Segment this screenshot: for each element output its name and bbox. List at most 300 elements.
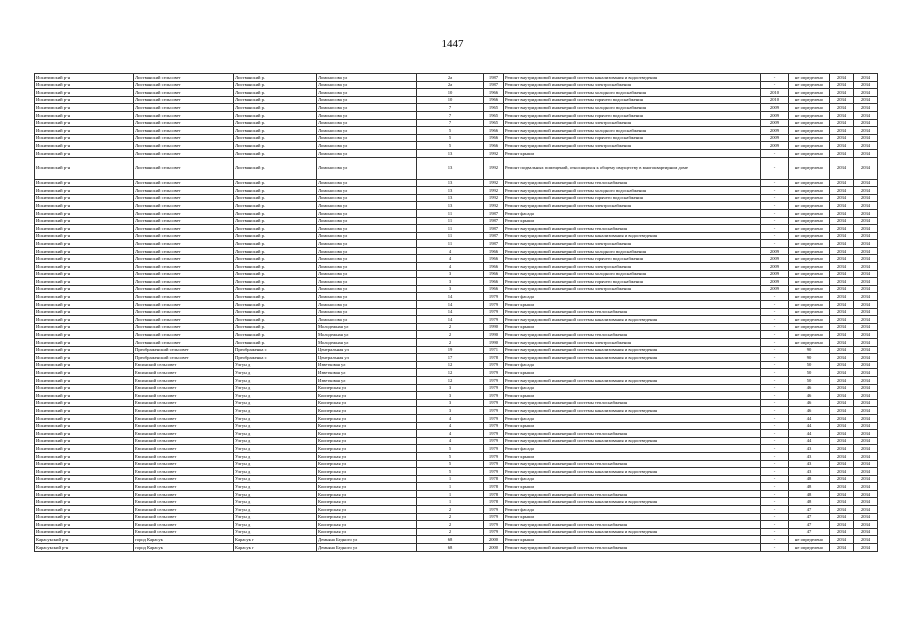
table-row: [35, 157, 878, 179]
table-row: [35, 399, 878, 407]
plan-year-end-cell: 2034: [854, 475, 878, 483]
work-type-cell: Ремонт внутридомовой инженерной системы канализования и водоотведения: [504, 498, 761, 506]
build-year-cell: 1979: [484, 437, 504, 445]
work-type-cell: Ремонт внутридомовой инженерной системы теплоснабжения: [504, 544, 761, 552]
plan-year-start-cell: 2034: [830, 513, 854, 521]
locality-cell: Листвянский р.: [234, 247, 317, 255]
house-number-cell: 5: [417, 134, 484, 142]
locality-cell: Преображенка с: [234, 346, 317, 354]
locality-cell: Листвянский р.: [234, 194, 317, 202]
street-cell: Кооперская ул: [317, 483, 417, 491]
table-row: [35, 179, 878, 187]
work-type-cell: Ремонт крыши: [504, 149, 761, 157]
street-cell: Ломоносова ул: [317, 247, 417, 255]
plan-year-end-cell: 2034: [854, 369, 878, 377]
district-cell: Искитимский р-н: [35, 209, 134, 217]
work-type-cell: Ремонт внутридомовой инженерной системы электроснабжения: [504, 285, 761, 293]
work-type-cell: Ремонт крыши: [504, 513, 761, 521]
last-repair-year-cell: -: [761, 384, 789, 392]
last-repair-year-cell: -: [761, 376, 789, 384]
wear-cell: не определено: [789, 263, 830, 271]
district-cell: Искитимский р-н: [35, 407, 134, 415]
plan-year-start-cell: 2034: [830, 179, 854, 187]
last-repair-year-cell: -: [761, 361, 789, 369]
build-year-cell: 1979: [484, 376, 504, 384]
table-row: [35, 293, 878, 301]
build-year-cell: 1979: [484, 506, 504, 514]
settlement-cell: Евсинский сельсовет: [134, 521, 234, 529]
last-repair-year-cell: -: [761, 354, 789, 362]
locality-cell: Улгун д: [234, 483, 317, 491]
house-number-cell: 5: [417, 460, 484, 468]
build-year-cell: 1992: [484, 202, 504, 210]
plan-year-start-cell: 2034: [830, 240, 854, 248]
locality-cell: Листвянский р.: [234, 301, 317, 309]
settlement-cell: Евсинский сельсовет: [134, 460, 234, 468]
plan-year-start-cell: 2034: [830, 346, 854, 354]
table-row: [35, 111, 878, 119]
house-number-cell: 14: [417, 316, 484, 324]
house-number-cell: 5: [417, 468, 484, 476]
plan-year-start-cell: 2034: [830, 475, 854, 483]
table-row: [35, 89, 878, 97]
table-row: [35, 483, 878, 491]
wear-cell: не определено: [789, 536, 830, 544]
plan-year-start-cell: 2034: [830, 111, 854, 119]
house-number-cell: 3: [417, 407, 484, 415]
work-type-cell: Ремонт внутридомовой инженерной системы электроснабжения: [504, 263, 761, 271]
wear-cell: не определено: [789, 240, 830, 248]
work-type-cell: Ремонт крыши: [504, 369, 761, 377]
house-number-cell: 2а: [417, 81, 484, 89]
build-year-cell: 1979: [484, 422, 504, 430]
street-cell: Ломоносова ул: [317, 81, 417, 89]
last-repair-year-cell: -: [761, 157, 789, 179]
street-cell: Ломоносова ул: [317, 187, 417, 195]
last-repair-year-cell: -: [761, 445, 789, 453]
build-year-cell: 1987: [484, 240, 504, 248]
work-type-cell: Ремонт внутридомовой инженерной системы электроснабжения: [504, 81, 761, 89]
district-cell: Искитимский р-н: [35, 202, 134, 210]
settlement-cell: Листвянский сельсовет: [134, 142, 234, 150]
street-cell: Кооперская ул: [317, 392, 417, 400]
build-year-cell: 1992: [484, 149, 504, 157]
locality-cell: Улгун д: [234, 414, 317, 422]
build-year-cell: 2000: [484, 536, 504, 544]
district-cell: Искитимский р-н: [35, 240, 134, 248]
last-repair-year-cell: -: [761, 483, 789, 491]
locality-cell: Улгун д: [234, 528, 317, 536]
work-type-cell: Ремонт внутридомовой инженерной системы теплоснабжения: [504, 399, 761, 407]
settlement-cell: Евсинский сельсовет: [134, 369, 234, 377]
settlement-cell: Листвянский сельсовет: [134, 285, 234, 293]
district-cell: Искитимский р-н: [35, 149, 134, 157]
table-row: [35, 354, 878, 362]
settlement-cell: Евсинский сельсовет: [134, 452, 234, 460]
settlement-cell: Евсинский сельсовет: [134, 407, 234, 415]
table-row: [35, 278, 878, 286]
house-number-cell: 3: [417, 278, 484, 286]
last-repair-year-cell: -: [761, 399, 789, 407]
last-repair-year-cell: -: [761, 209, 789, 217]
street-cell: Ломоносова ул: [317, 263, 417, 271]
settlement-cell: Листвянский сельсовет: [134, 217, 234, 225]
plan-year-start-cell: 2034: [830, 506, 854, 514]
plan-year-start-cell: 2034: [830, 89, 854, 97]
house-number-cell: 1: [417, 483, 484, 491]
settlement-cell: Листвянский сельсовет: [134, 81, 234, 89]
table-row: [35, 127, 878, 135]
table-row: [35, 74, 878, 82]
table-row: [35, 475, 878, 483]
plan-year-end-cell: 2034: [854, 194, 878, 202]
street-cell: Ломоносова ул: [317, 240, 417, 248]
build-year-cell: 1966: [484, 255, 504, 263]
settlement-cell: Листвянский сельсовет: [134, 308, 234, 316]
last-repair-year-cell: -: [761, 536, 789, 544]
table-row: [35, 308, 878, 316]
build-year-cell: 1987: [484, 225, 504, 233]
locality-cell: Улгун д: [234, 361, 317, 369]
street-cell: Ломоносова ул: [317, 149, 417, 157]
work-type-cell: Ремонт крыши: [504, 217, 761, 225]
house-number-cell: 4: [417, 437, 484, 445]
table-row: [35, 149, 878, 157]
last-repair-year-cell: -: [761, 232, 789, 240]
last-repair-year-cell: -: [761, 301, 789, 309]
work-type-cell: Ремонт внутридомовой инженерной системы теплоснабжения: [504, 331, 761, 339]
settlement-cell: Листвянский сельсовет: [134, 127, 234, 135]
locality-cell: Листвянский р.: [234, 255, 317, 263]
district-cell: Искитимский р-н: [35, 414, 134, 422]
settlement-cell: Преображенский сельсовет: [134, 354, 234, 362]
street-cell: Кооперская ул: [317, 468, 417, 476]
plan-year-end-cell: 2034: [854, 445, 878, 453]
district-cell: Искитимский р-н: [35, 384, 134, 392]
plan-year-end-cell: 2034: [854, 513, 878, 521]
work-type-cell: Ремонт внутридомовой инженерной системы канализования и водоотведения: [504, 232, 761, 240]
house-number-cell: 4: [417, 414, 484, 422]
plan-year-end-cell: 2034: [854, 217, 878, 225]
district-cell: Искитимский р-н: [35, 301, 134, 309]
house-number-cell: 1: [417, 490, 484, 498]
district-cell: Искитимский р-н: [35, 187, 134, 195]
plan-year-start-cell: 2034: [830, 247, 854, 255]
wear-cell: не определено: [789, 544, 830, 552]
district-cell: Искитимский р-н: [35, 293, 134, 301]
settlement-cell: город Карасук: [134, 544, 234, 552]
build-year-cell: 1978: [484, 475, 504, 483]
work-type-cell: Ремонт внутридомовой инженерной системы горячего водоснабжения: [504, 96, 761, 104]
house-number-cell: 3: [417, 384, 484, 392]
district-cell: Искитимский р-н: [35, 96, 134, 104]
plan-year-start-cell: 2034: [830, 209, 854, 217]
locality-cell: Преображенка с: [234, 354, 317, 362]
plan-year-end-cell: 2034: [854, 293, 878, 301]
house-number-cell: 5: [417, 445, 484, 453]
last-repair-year-cell: -: [761, 369, 789, 377]
wear-cell: 48: [789, 498, 830, 506]
work-type-cell: Ремонт внутридомовой инженерной системы горячего водоснабжения: [504, 134, 761, 142]
settlement-cell: Листвянский сельсовет: [134, 225, 234, 233]
house-number-cell: 11: [417, 240, 484, 248]
wear-cell: не определено: [789, 142, 830, 150]
last-repair-year-cell: 2009: [761, 285, 789, 293]
plan-year-end-cell: 2034: [854, 331, 878, 339]
settlement-cell: Евсинский сельсовет: [134, 506, 234, 514]
table-row: [35, 81, 878, 89]
settlement-cell: Листвянский сельсовет: [134, 74, 234, 82]
plan-year-start-cell: 2034: [830, 301, 854, 309]
district-cell: Искитимский р-н: [35, 225, 134, 233]
house-number-cell: 12: [417, 376, 484, 384]
street-cell: Центральная ул: [317, 346, 417, 354]
plan-year-start-cell: 2034: [830, 255, 854, 263]
table-row: [35, 384, 878, 392]
street-cell: Ломоносова ул: [317, 111, 417, 119]
settlement-cell: Листвянский сельсовет: [134, 247, 234, 255]
table-row: [35, 498, 878, 506]
capital-repair-table: [34, 73, 878, 552]
locality-cell: Улгун д: [234, 437, 317, 445]
wear-cell: 46: [789, 392, 830, 400]
work-type-cell: Ремонт внутридомовой инженерной системы канализования и водоотведения: [504, 376, 761, 384]
table-row: [35, 209, 878, 217]
wear-cell: 90: [789, 346, 830, 354]
plan-year-end-cell: 2034: [854, 346, 878, 354]
wear-cell: 46: [789, 399, 830, 407]
settlement-cell: Листвянский сельсовет: [134, 89, 234, 97]
house-number-cell: 11: [417, 217, 484, 225]
locality-cell: Листвянский р.: [234, 134, 317, 142]
build-year-cell: 1966: [484, 142, 504, 150]
wear-cell: 50: [789, 361, 830, 369]
house-number-cell: 10: [417, 96, 484, 104]
house-number-cell: 7: [417, 111, 484, 119]
settlement-cell: Листвянский сельсовет: [134, 119, 234, 127]
wear-cell: 50: [789, 369, 830, 377]
plan-year-end-cell: 2034: [854, 179, 878, 187]
plan-year-end-cell: 2034: [854, 134, 878, 142]
district-cell: Искитимский р-н: [35, 376, 134, 384]
settlement-cell: Евсинский сельсовет: [134, 437, 234, 445]
plan-year-end-cell: 2034: [854, 339, 878, 347]
plan-year-start-cell: 2034: [830, 285, 854, 293]
district-cell: Искитимский р-н: [35, 452, 134, 460]
house-number-cell: 4: [417, 255, 484, 263]
work-type-cell: Ремонт внутридомовой инженерной системы холодного водоснабжения: [504, 89, 761, 97]
settlement-cell: Евсинский сельсовет: [134, 414, 234, 422]
last-repair-year-cell: -: [761, 316, 789, 324]
house-number-cell: 10: [417, 89, 484, 97]
build-year-cell: 1966: [484, 270, 504, 278]
district-cell: Искитимский р-н: [35, 194, 134, 202]
work-type-cell: Ремонт внутридомовой инженерной системы канализования и водоотведения: [504, 468, 761, 476]
work-type-cell: Ремонт внутридомовой инженерной системы электроснабжения: [504, 142, 761, 150]
plan-year-end-cell: 2034: [854, 89, 878, 97]
table-row: [35, 513, 878, 521]
street-cell: Изветковая ул: [317, 361, 417, 369]
last-repair-year-cell: -: [761, 194, 789, 202]
last-repair-year-cell: 2009: [761, 255, 789, 263]
locality-cell: Листвянский р.: [234, 316, 317, 324]
plan-year-start-cell: 2034: [830, 316, 854, 324]
wear-cell: не определено: [789, 247, 830, 255]
work-type-cell: Ремонт фасада: [504, 361, 761, 369]
locality-cell: Улгун д: [234, 384, 317, 392]
table-row: [35, 339, 878, 347]
locality-cell: Листвянский р.: [234, 187, 317, 195]
work-type-cell: Ремонт внутридомовой инженерной системы электроснабжения: [504, 240, 761, 248]
work-type-cell: Ремонт внутридомовой инженерной системы канализования и водоотведения: [504, 528, 761, 536]
last-repair-year-cell: -: [761, 498, 789, 506]
table-row: [35, 369, 878, 377]
district-cell: Искитимский р-н: [35, 323, 134, 331]
street-cell: Молодежная ул: [317, 331, 417, 339]
work-type-cell: Ремонт внутридомовой инженерной системы теплоснабжения: [504, 430, 761, 438]
last-repair-year-cell: 2009: [761, 104, 789, 112]
table-row: [35, 452, 878, 460]
plan-year-start-cell: 2034: [830, 187, 854, 195]
district-cell: Искитимский р-н: [35, 119, 134, 127]
wear-cell: не определено: [789, 74, 830, 82]
district-cell: Искитимский р-н: [35, 513, 134, 521]
district-cell: Искитимский р-н: [35, 460, 134, 468]
last-repair-year-cell: -: [761, 468, 789, 476]
street-cell: Ломоносова ул: [317, 89, 417, 97]
last-repair-year-cell: -: [761, 346, 789, 354]
work-type-cell: Ремонт внутридомовой инженерной системы холодного водоснабжения: [504, 187, 761, 195]
work-type-cell: Ремонт внутридомовой инженерной системы теплоснабжения: [504, 179, 761, 187]
locality-cell: Листвянский р.: [234, 308, 317, 316]
work-type-cell: Ремонт крыши: [504, 301, 761, 309]
build-year-cell: 1990: [484, 339, 504, 347]
plan-year-end-cell: 2034: [854, 225, 878, 233]
locality-cell: Листвянский р.: [234, 74, 317, 82]
house-number-cell: 13: [417, 202, 484, 210]
district-cell: Искитимский р-н: [35, 422, 134, 430]
locality-cell: Листвянский р.: [234, 81, 317, 89]
locality-cell: Улгун д: [234, 422, 317, 430]
work-type-cell: Ремонт фасада: [504, 414, 761, 422]
locality-cell: Листвянский р.: [234, 339, 317, 347]
wear-cell: не определено: [789, 217, 830, 225]
street-cell: Кооперская ул: [317, 513, 417, 521]
district-cell: Искитимский р-н: [35, 270, 134, 278]
wear-cell: не определено: [789, 293, 830, 301]
street-cell: Ломоносова ул: [317, 308, 417, 316]
build-year-cell: 1978: [484, 490, 504, 498]
settlement-cell: Евсинский сельсовет: [134, 384, 234, 392]
wear-cell: 44: [789, 437, 830, 445]
settlement-cell: Листвянский сельсовет: [134, 293, 234, 301]
plan-year-end-cell: 2034: [854, 119, 878, 127]
street-cell: Ломоносова ул: [317, 217, 417, 225]
house-number-cell: 2а: [417, 74, 484, 82]
street-cell: Изветковая ул: [317, 376, 417, 384]
locality-cell: Листвянский р.: [234, 240, 317, 248]
plan-year-start-cell: 2034: [830, 96, 854, 104]
table-row: [35, 232, 878, 240]
settlement-cell: Евсинский сельсовет: [134, 422, 234, 430]
settlement-cell: Листвянский сельсовет: [134, 149, 234, 157]
settlement-cell: Преображенский сельсовет: [134, 346, 234, 354]
plan-year-start-cell: 2034: [830, 331, 854, 339]
table-row: [35, 468, 878, 476]
last-repair-year-cell: -: [761, 422, 789, 430]
locality-cell: Листвянский р.: [234, 209, 317, 217]
locality-cell: Улгун д: [234, 452, 317, 460]
wear-cell: 46: [789, 384, 830, 392]
house-number-cell: 2: [417, 339, 484, 347]
build-year-cell: 1971: [484, 346, 504, 354]
district-cell: Искитимский р-н: [35, 521, 134, 529]
build-year-cell: 1979: [484, 513, 504, 521]
district-cell: Искитимский р-н: [35, 179, 134, 187]
district-cell: Искитимский р-н: [35, 308, 134, 316]
street-cell: Кооперская ул: [317, 506, 417, 514]
house-number-cell: 4: [417, 422, 484, 430]
wear-cell: не определено: [789, 331, 830, 339]
house-number-cell: 12: [417, 361, 484, 369]
build-year-cell: 1987: [484, 217, 504, 225]
work-type-cell: Ремонт крыши: [504, 536, 761, 544]
house-number-cell: 4: [417, 430, 484, 438]
build-year-cell: 1987: [484, 209, 504, 217]
street-cell: Ломоносова ул: [317, 96, 417, 104]
wear-cell: не определено: [789, 301, 830, 309]
build-year-cell: 1992: [484, 194, 504, 202]
work-type-cell: Ремонт внутридомовой инженерной системы теплоснабжения: [504, 460, 761, 468]
work-type-cell: Ремонт крыши: [504, 323, 761, 331]
street-cell: Кооперская ул: [317, 490, 417, 498]
district-cell: Искитимский р-н: [35, 104, 134, 112]
locality-cell: Листвянский р.: [234, 285, 317, 293]
house-number-cell: 11: [417, 232, 484, 240]
table-row: [35, 437, 878, 445]
plan-year-start-cell: 2034: [830, 323, 854, 331]
plan-year-end-cell: 2034: [854, 127, 878, 135]
plan-year-end-cell: 2034: [854, 81, 878, 89]
work-type-cell: Ремонт внутридомовой инженерной системы горячего водоснабжения: [504, 278, 761, 286]
wear-cell: 43: [789, 445, 830, 453]
build-year-cell: 1992: [484, 187, 504, 195]
wear-cell: не определено: [789, 278, 830, 286]
settlement-cell: Евсинский сельсовет: [134, 445, 234, 453]
plan-year-end-cell: 2034: [854, 263, 878, 271]
work-type-cell: Ремонт внутридомовой инженерной системы канализования и водоотведения: [504, 407, 761, 415]
work-type-cell: Ремонт фасада: [504, 506, 761, 514]
plan-year-start-cell: 2034: [830, 232, 854, 240]
plan-year-start-cell: 2034: [830, 490, 854, 498]
street-cell: Ломоносова ул: [317, 293, 417, 301]
house-number-cell: 5: [417, 452, 484, 460]
locality-cell: Улгун д: [234, 498, 317, 506]
plan-year-start-cell: 2034: [830, 217, 854, 225]
build-year-cell: 1987: [484, 81, 504, 89]
district-cell: Карасукский р-н: [35, 544, 134, 552]
locality-cell: Улгун д: [234, 376, 317, 384]
street-cell: Ломоносова ул: [317, 119, 417, 127]
district-cell: Искитимский р-н: [35, 232, 134, 240]
locality-cell: Листвянский р.: [234, 127, 317, 135]
settlement-cell: Листвянский сельсовет: [134, 134, 234, 142]
build-year-cell: 1979: [484, 361, 504, 369]
settlement-cell: Листвянский сельсовет: [134, 194, 234, 202]
locality-cell: Улгун д: [234, 513, 317, 521]
wear-cell: не определено: [789, 285, 830, 293]
table-row: [35, 316, 878, 324]
